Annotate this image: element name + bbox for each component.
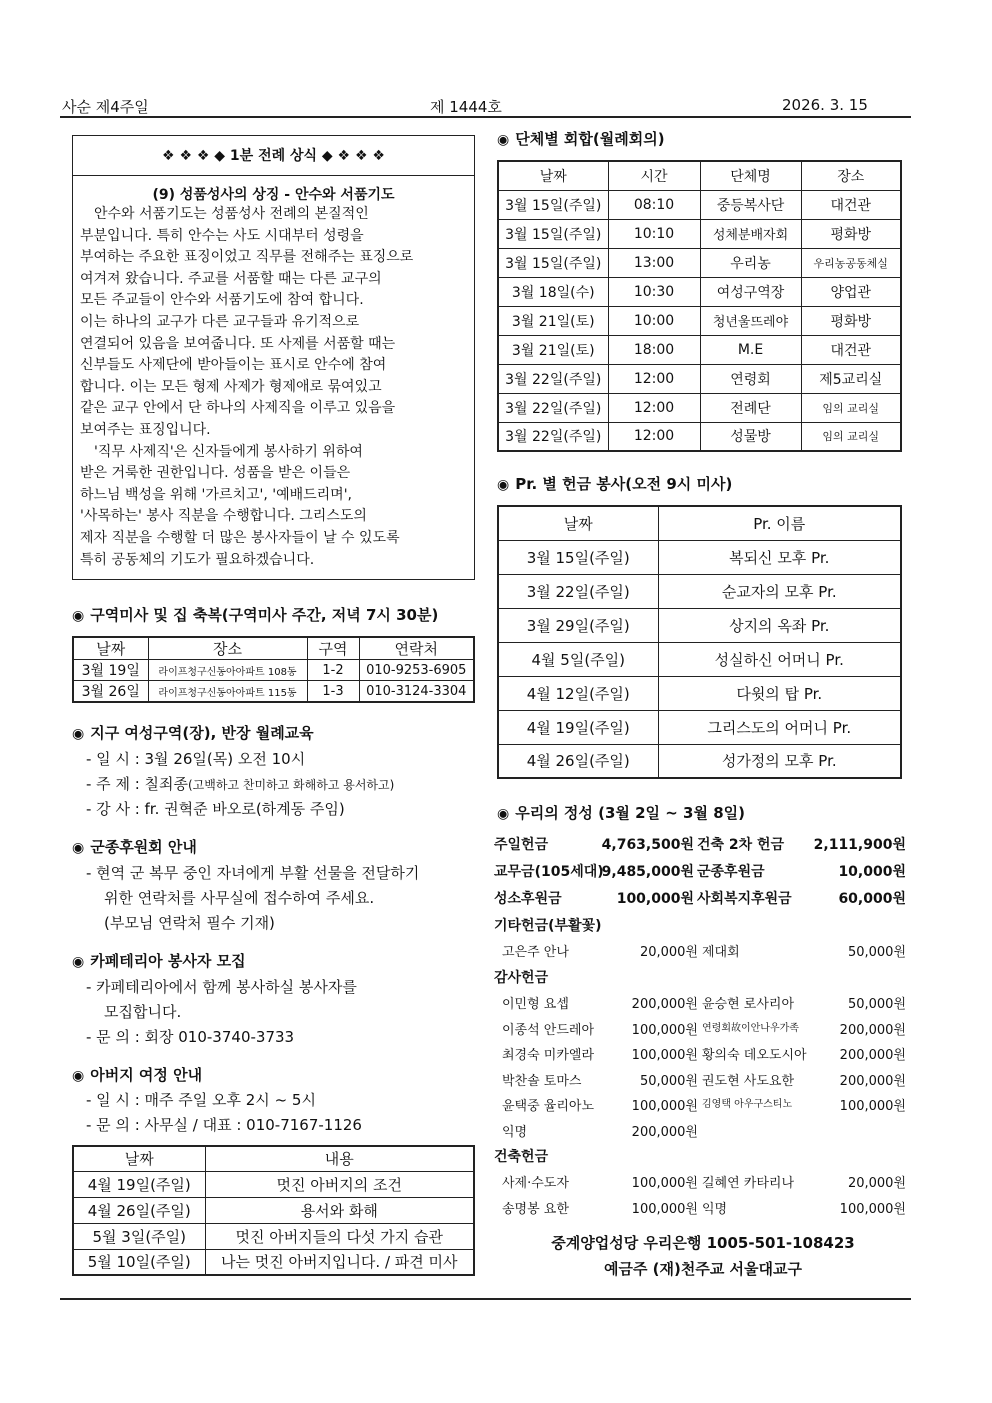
women-edu-lecturer: - 강 사 : fr. 권혁준 바오로(하계동 주임)	[86, 800, 345, 818]
cafeteria-line-1: - 카페테리아에서 함께 봉사하실 봉사자를	[86, 978, 357, 996]
women-edu-title: ◉ 지구 여성구역(장), 반장 월례교육	[72, 724, 314, 742]
military-line-2: 위한 연락처를 사무실에 접수하여 주세요.	[104, 889, 375, 907]
account-holder: 예금주 (재)천주교 서울대교구	[603, 1260, 803, 1278]
header-date: 2026. 3. 15	[782, 96, 868, 114]
finance-title: ◉ 우리의 정성 (3월 2일 ~ 3월 8일)	[497, 804, 745, 822]
district-mass-table	[72, 636, 475, 703]
table-header-cell: 날짜	[73, 1146, 205, 1171]
section-bullet-icon: ◉	[72, 840, 85, 856]
finance-row: 이종석 안드레아 100,000원 연령회故이안나우가족 200,000원	[502, 1022, 906, 1038]
table-header-cell: Pr. 이름	[658, 506, 901, 540]
women-edu-date: - 일 시 : 3월 26일(목) 오전 10시	[86, 750, 306, 768]
liturgy-line: 안수와 서품기도는 성품성사 전례의 본질적인	[94, 206, 369, 222]
liturgy-line: 특히 공동체의 기도가 필요하겠습니다.	[80, 551, 315, 568]
father-contact: - 문 의 : 사무실 / 대표 : 010-7167-1126	[86, 1116, 362, 1134]
father-time: - 일 시 : 매주 주일 오후 2시 ~ 5시	[86, 1091, 316, 1109]
table-row: 4월 12일(주일) 다윗의 탑 Pr.	[498, 676, 901, 710]
table-header-cell: 단체명	[700, 161, 801, 190]
header-issue: 제 1444호	[430, 98, 502, 116]
finance-list	[494, 834, 906, 1224]
finance-row: 주일헌금 4,763,500원 건축 2차 헌금 2,111,900원	[494, 837, 906, 853]
table-row: 3월 21일(토) 10:00 청년울뜨레야 평화방	[498, 306, 901, 335]
table-row: 4월 26일(주일) 성가정의 모후 Pr.	[498, 744, 901, 778]
liturgy-line: 같은 교구 안에서 단 하나의 사제직을 이루고 있음을	[80, 400, 396, 417]
finance-row: 사제·수도자 100,000원 길혜연 카타리나 20,000원	[502, 1176, 906, 1191]
table-row: 5월 10일(주일) 나는 멋진 아버지입니다. / 파견 미사	[73, 1249, 474, 1275]
table-row: 3월 21일(토) 18:00 M.E 대건관	[498, 335, 901, 364]
table-row: 5월 3일(주일) 멋진 아버지들의 다섯 가지 습관	[73, 1223, 474, 1249]
liturgy-line: 제자 직분을 수행할 더 많은 봉사자들이 날 수 있도록	[80, 529, 400, 546]
cafeteria-line-2: 모집합니다.	[104, 1003, 182, 1021]
liturgy-line: 보여주는 표징입니다.	[80, 421, 211, 438]
section-bullet-icon: ◉	[72, 954, 85, 970]
father-table	[72, 1145, 475, 1276]
table-row: 3월 19일 라이프청구신동아아파트 108동 1-2 010-9253-6905	[73, 660, 474, 681]
section-bullet-icon: ◉	[72, 1068, 85, 1084]
section-bullet-icon: ◉	[72, 726, 85, 742]
table-header-cell: 날짜	[498, 506, 658, 540]
groups-table	[497, 160, 902, 452]
section-bullet-icon: ◉	[497, 477, 510, 493]
table-row: 3월 29일(주일) 상지의 옥좌 Pr.	[498, 608, 901, 642]
table-row: 4월 26일(주일) 용서와 화해	[73, 1197, 474, 1223]
liturgy-line: 부여하는 주요한 표징이었고 직무를 전해주는 표징으로	[80, 249, 414, 266]
liturgy-line: '직무 사제직'은 신자들에게 봉사하기 위하여	[94, 443, 363, 460]
footer-rule	[60, 1298, 911, 1300]
finance-row: 고은주 안나 20,000원 제대회 50,000원	[502, 945, 906, 960]
finance-category-label: 감사헌금	[494, 970, 549, 986]
table-row: 3월 15일(주일) 08:10 중등복사단 대건관	[498, 190, 901, 219]
bank-account: 중계양업성당 우리은행 1005-501-108423	[551, 1234, 855, 1252]
table-row: 4월 5일(주일) 성실하신 어머니 Pr.	[498, 642, 901, 676]
section-bullet-icon: ◉	[497, 806, 510, 822]
liturgy-box	[72, 135, 475, 580]
liturgy-body	[73, 204, 474, 571]
finance-row: 최경숙 미카엘라 100,000원 황의숙 데오도시아 200,000원	[502, 1048, 906, 1063]
liturgy-line: 부분입니다. 특히 안수는 사도 시대부터 성령을	[80, 227, 364, 244]
table-row: 3월 22일(주일) 12:00 성물방 임의 교리실	[498, 422, 901, 451]
liturgy-line: 연결되어 있음을 보여줍니다. 또 사제를 서품할 때는	[80, 335, 396, 352]
table-header-cell: 날짜	[498, 161, 608, 190]
finance-category-label: 건축헌금	[494, 1149, 549, 1165]
liturgy-line: 이는 하나의 교구가 다른 교구들과 유기적으로	[80, 313, 360, 330]
finance-category-label: 기타헌금(부활꽃)	[494, 918, 602, 934]
pr-offering-title: ◉ Pr. 별 헌금 봉사(오전 9시 미사)	[497, 475, 733, 493]
table-row: 3월 22일(주일) 12:00 연령회 제5교리실	[498, 364, 901, 393]
finance-row: 윤택중 율리아노 100,000원 김영택 아우구스티노 100,000원	[502, 1099, 906, 1114]
finance-row: 교무금(105세대) 9,485,000원 군종후원금 10,000원	[494, 864, 906, 880]
finance-row: 성소후원금 100,000원 사회복지후원금 60,000원	[494, 891, 906, 907]
table-header-cell: 날짜	[73, 637, 148, 660]
table-header-cell: 내용	[205, 1146, 474, 1171]
table-row: 4월 19일(주일) 그리스도의 어머니 Pr.	[498, 710, 901, 744]
groups-title: ◉ 단체별 회합(월례회의)	[497, 130, 665, 148]
liturgy-line: 합니다. 이는 모든 형제 사제가 형제애로 묶여있고	[80, 378, 382, 395]
liturgy-line: 받은 거룩한 권한입니다. 성품을 받은 이들은	[80, 465, 351, 482]
military-title: ◉ 군종후원회 안내	[72, 838, 197, 856]
header-week: 사순 제4주일	[62, 98, 149, 116]
finance-row: 박찬솔 토마스 50,000원 권도현 사도요한 200,000원	[502, 1073, 906, 1089]
table-header-cell: 시간	[608, 161, 700, 190]
table-row: 3월 22일(주일) 순교자의 모후 Pr.	[498, 574, 901, 608]
table-row: 4월 19일(주일) 멋진 아버지의 조건	[73, 1171, 474, 1197]
liturgy-subtitle: (9) 성품성사의 상징 - 안수와 서품기도	[152, 187, 395, 203]
table-row: 3월 15일(주일) 10:10 성체분배자회 평화방	[498, 219, 901, 248]
liturgy-box-title: ❖ ❖ ❖ ◆ 1분 전례 상식 ◆ ❖ ❖ ❖	[73, 136, 474, 176]
military-line-1: - 현역 군 복무 중인 자녀에게 부활 선물을 전달하기	[86, 864, 420, 882]
table-header-cell: 장소	[801, 161, 901, 190]
liturgy-line: '사목하는' 봉사 직분을 수행합니다. 그리스도의	[80, 508, 367, 525]
finance-row: 익명 200,000원	[502, 1124, 698, 1140]
table-header-cell: 구역	[307, 637, 359, 660]
header-rule	[60, 116, 911, 118]
liturgy-line: 모든 주교들이 안수와 서품기도에 참여 합니다.	[80, 292, 364, 309]
women-edu-topic: - 주 제 : 칠죄종(고백하고 찬미하고 화해하고 용서하고)	[86, 775, 395, 793]
pr-offering-table	[497, 505, 902, 779]
section-bullet-icon: ◉	[497, 132, 510, 148]
table-row: 3월 15일(주일) 복되신 모후 Pr.	[498, 540, 901, 574]
table-row: 3월 18일(수) 10:30 여성구역장 양업관	[498, 277, 901, 306]
table-row: 3월 15일(주일) 13:00 우리농 우리농공동체실	[498, 248, 901, 277]
finance-row: 송명봉 요한 100,000원 익명 100,000원	[502, 1202, 906, 1217]
table-header-cell: 장소	[148, 637, 307, 660]
cafeteria-title: ◉ 카페테리아 봉사자 모집	[72, 952, 246, 970]
table-row: 3월 22일(주일) 12:00 전례단 임의 교리실	[498, 393, 901, 422]
district-mass-title: ◉ 구역미사 및 집 축복(구역미사 주간, 저녁 7시 30분)	[72, 606, 439, 624]
cafeteria-contact: - 문 의 : 회장 010-3740-3733	[86, 1028, 295, 1046]
table-row: 3월 26일 라이프청구신동아아파트 115동 1-3 010-3124-3304	[73, 681, 474, 703]
liturgy-line: 신부들도 사제단에 받아들이는 표시로 안수에 참여	[80, 357, 387, 374]
table-header-cell: 연락처	[359, 637, 474, 660]
military-line-3: (부모님 연락처 필수 기재)	[104, 914, 275, 932]
finance-row: 이민형 요셉 200,000원 윤승현 로사리아 50,000원	[502, 997, 906, 1012]
father-title: ◉ 아버지 여정 안내	[72, 1066, 203, 1084]
section-bullet-icon: ◉	[72, 608, 85, 624]
liturgy-line: 하느님 백성을 위해 '가르치고', '예배드리며',	[80, 486, 353, 503]
liturgy-line: 여겨져 왔습니다. 주교를 서품할 때는 다른 교구의	[80, 270, 382, 287]
